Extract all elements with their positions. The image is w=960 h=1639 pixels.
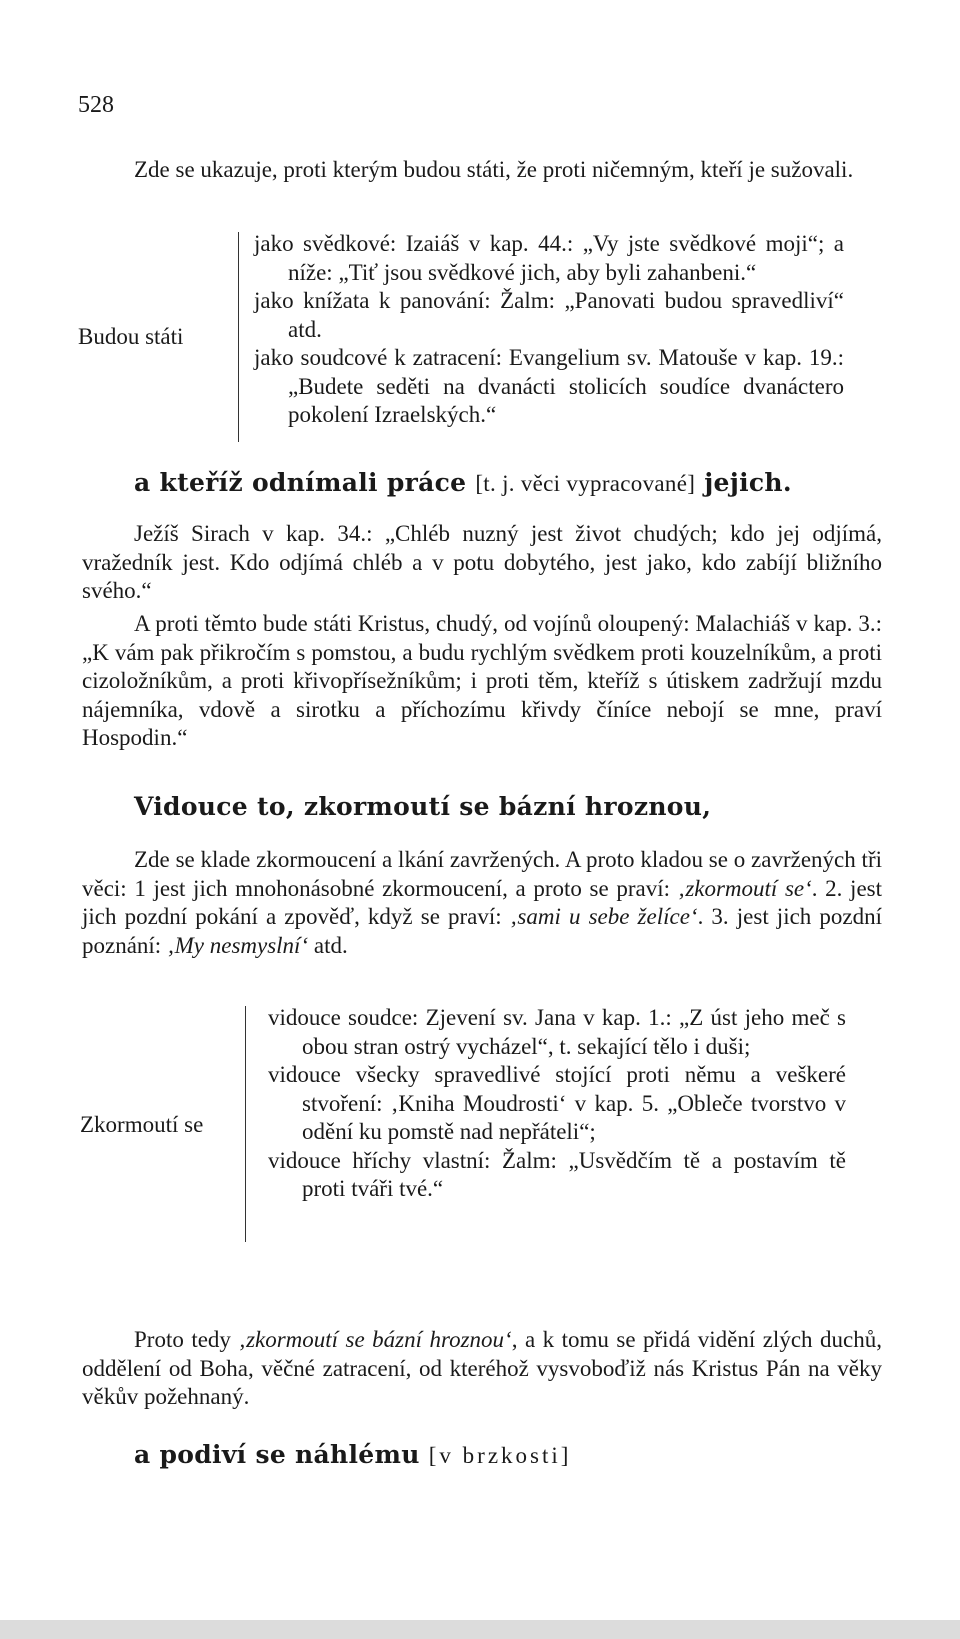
heading-3-bracket: [v brzkosti] (428, 1443, 572, 1468)
lament-text-part: . 3. jest jich pozdní poznání: (82, 904, 882, 958)
closing-text-part: Proto tedy (134, 1327, 239, 1352)
lament-text-part: atd. (308, 932, 348, 958)
heading-3-bold: a podiví se náhlému (134, 1440, 420, 1469)
sirach-paragraph (82, 520, 882, 606)
lament-paragraph (82, 846, 882, 960)
closing-text (82, 1326, 882, 1412)
malachi-text: A proti těmto bude státi Kristus, chudý, od vojínů oloupený: Malachiáš v kap. 3.: „K vám pak přikročím s pomstou, a budu rychlým svědkem proti kouzelníkům, a proti cizoložníkům, a proti křivopřísežníkům; i proti těm, kteříž s útiskem zadržují mzdu nájemníka, vdově a sirotku a příchozímu křivdy číníce nebojí se mne, praví Hospodin.“ (82, 611, 882, 750)
brace2-list (268, 1004, 846, 1204)
lament-text-part: . 2. jest jich pozdní pokání a zpověď, když se praví: (82, 875, 882, 929)
sirach-text: Ježíš Sirach v kap. 34.: „Chléb nuzný jest život chudých; kdo jej odjímá, vražedník jest. Kdo odjímá chléb a v potu dobytého, jest jako, kdo zabíjí bližního svého.“ (82, 521, 882, 603)
brace2-line (245, 1006, 246, 1242)
page-number: 528 (78, 92, 114, 118)
brace2-label: Zkormoutí se (80, 1112, 204, 1137)
closing-text-part: , a k tomu se přidá vidění zlých duchů, oddělení od Boha, věčné zatracení, od kteréhož vysvoboďiž nás Kristus Pán na věky věkův požehnaný. (82, 1327, 882, 1409)
lament-quote: ‚My nesmyslní‘ (166, 932, 309, 958)
brace1-label: Budou státi (78, 324, 184, 349)
closing-quote: ‚zkormoutí se bázní hroznou‘ (238, 1327, 512, 1352)
brace1-line (238, 232, 239, 442)
heading-2: Vidouce to, zkormoutí se bázní hroznou, (134, 792, 712, 821)
closing-paragraph (82, 1326, 882, 1412)
malachi-paragraph (82, 610, 882, 753)
scan-bottom-edge (0, 1620, 960, 1639)
heading-3 (134, 1440, 571, 1469)
brace1-item: jako svědkové: Izaiáš v kap. 44.: „Vy jste svědkové moji“; a níže: „Tiť jsou svědkové jich, aby byli zahanbeni.“ (254, 231, 844, 285)
heading-1-bold-end: jejich. (704, 468, 792, 497)
brace2-item: vidouce soudce: Zjevení sv. Jana v kap. 1.: „Z úst jeho meč s obou stran ostrý vycházel“, t. sekající tělo i duši; (268, 1005, 846, 1059)
brace1-list (254, 230, 844, 430)
lament-text (82, 846, 882, 960)
brace2-item: vidouce všecky spravedlivé stojící proti němu a veškeré stvoření: ‚Kniha Moudrosti‘ v kap. 5. „Obleče tvorstvo v odění ku pomstě nad nepřáteli“; (268, 1062, 846, 1144)
brace2-item: vidouce hříchy vlastní: Žalm: „Usvědčím tě a postavím tě proti tváři tvé.“ (268, 1147, 846, 1201)
lament-quote: ‚zkormoutí se‘ (677, 875, 812, 901)
heading-1 (134, 468, 792, 497)
brace1-item: jako soudcové k zatracení: Evangelium sv. Matouše v kap. 19.: „Budete seděti na dvanácti stolicích soudíce dvanáctero pokolení Izraelských.“ (254, 345, 844, 427)
lament-text-part: Zde se klade zkormoucení a lkání zavržených. A proto kladou se o zavržených tři věci: 1 jest jich mnohonásobné zkormoucení, a proto se praví: (82, 847, 882, 901)
heading-1-bold: a kteříž odnímali práce (134, 468, 467, 497)
intro-paragraph (82, 156, 882, 185)
brace1-item: jako knížata k panování: Žalm: „Panovati budou spravedliví“ atd. (254, 288, 844, 342)
lament-quote: ‚sami u sebe želíce‘ (509, 904, 698, 929)
heading-1-bracket: [t. j. věci vypracované] (475, 471, 696, 496)
intro-text: Zde se ukazuje, proti kterým budou státi, že proti ničemným, kteří je sužovali. (134, 157, 854, 182)
